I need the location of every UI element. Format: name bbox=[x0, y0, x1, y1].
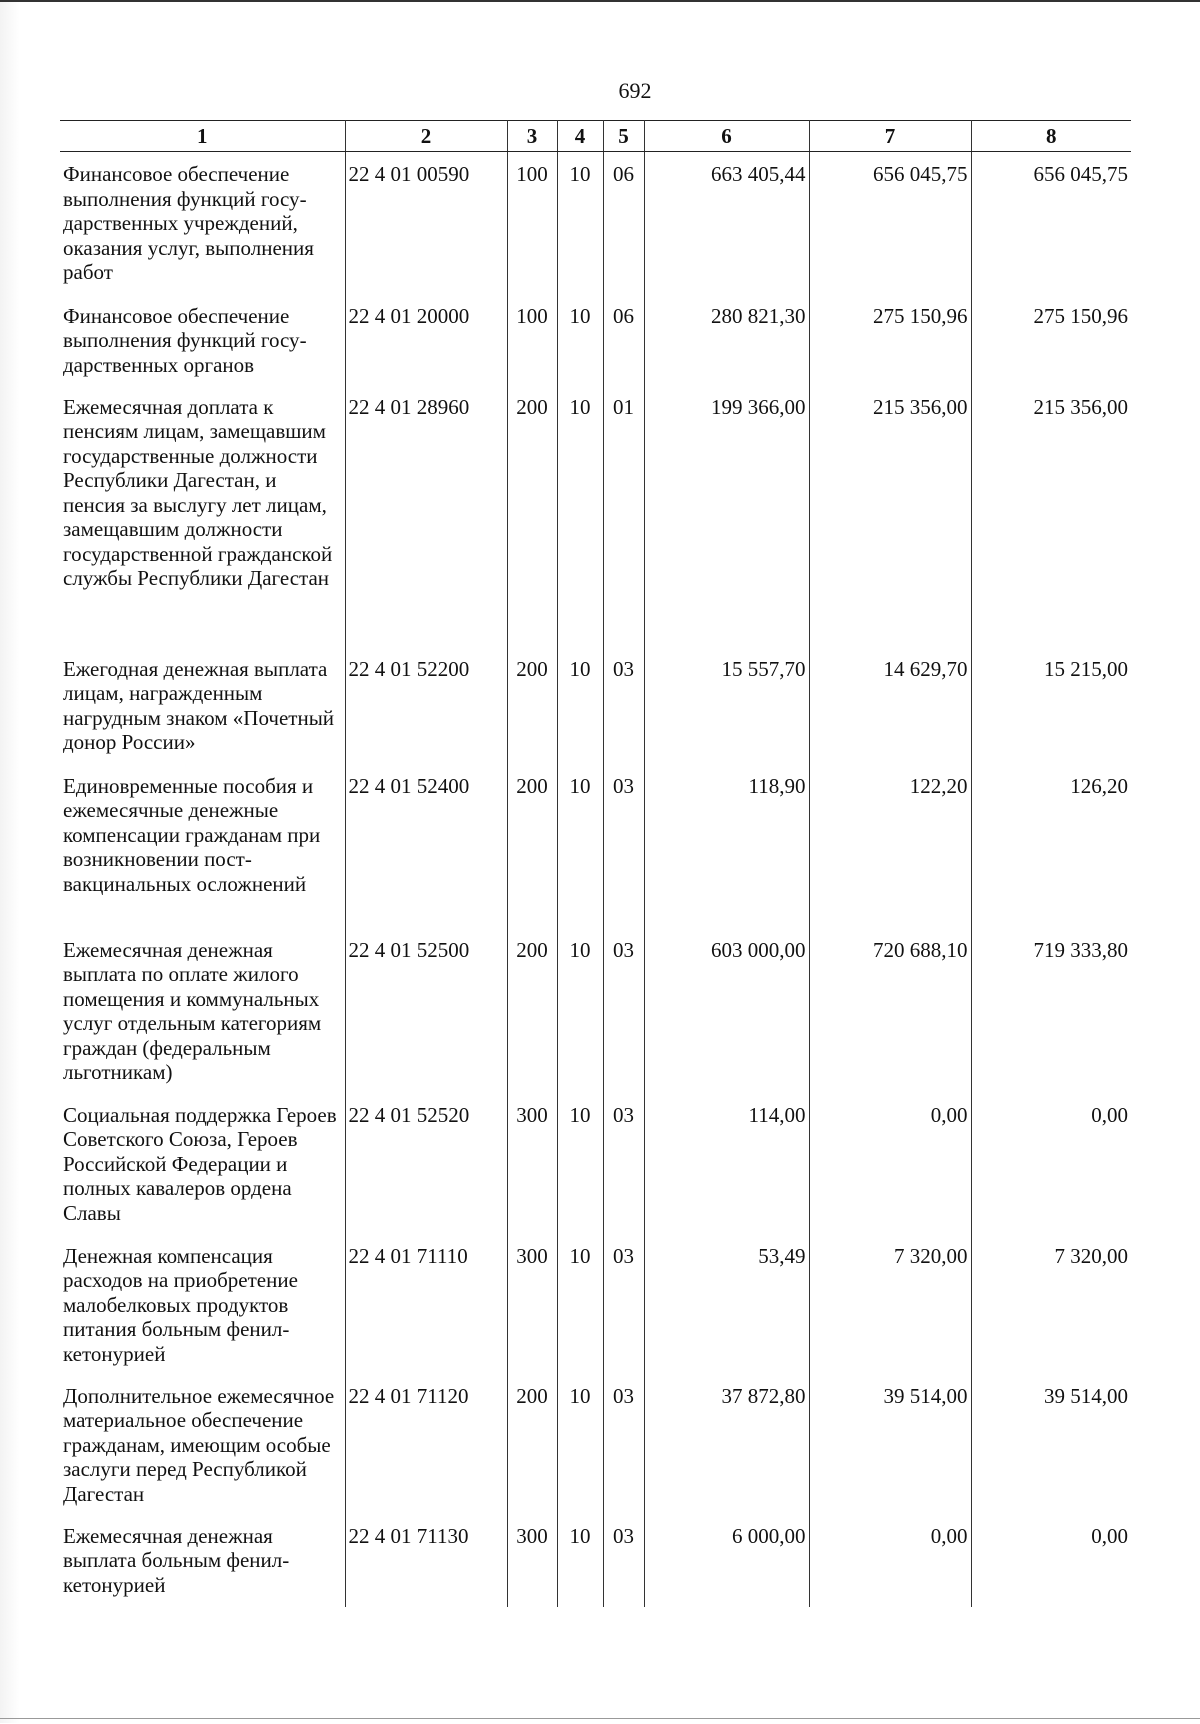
amount-col6: 53,49 bbox=[644, 1234, 809, 1374]
amount-col6: 114,00 bbox=[644, 1093, 809, 1234]
section: 10 bbox=[557, 764, 603, 928]
item-name: Финансовое обеспечение выполнения функций государственных органов bbox=[60, 294, 345, 385]
item-name: Ежегодная денежная выплата лицам, награжденным нагрудным знаком «Почетный донор России» bbox=[60, 647, 345, 764]
section: 10 bbox=[557, 1374, 603, 1514]
item-name: Единовременные пособия и ежемесячные денежные компенсации гражданам при возникновении поствакцинальных осложнений bbox=[60, 764, 345, 928]
item-name: Денежная компенсация расходов на приобретение малобелковых продуктов питания больным фенилкетонурией bbox=[60, 1234, 345, 1374]
table-row bbox=[60, 1093, 1131, 1234]
amount-col7: 7 320,00 bbox=[809, 1234, 971, 1374]
amount-col6: 6 000,00 bbox=[644, 1514, 809, 1608]
section: 10 bbox=[557, 928, 603, 1093]
expense-type: 200 bbox=[507, 928, 557, 1093]
section: 10 bbox=[557, 1234, 603, 1374]
subsection: 03 bbox=[603, 1093, 644, 1234]
amount-col7: 122,20 bbox=[809, 764, 971, 928]
target-code: 22 4 01 71130 bbox=[345, 1514, 507, 1608]
table-row bbox=[60, 152, 1131, 294]
scan-bottom-edge bbox=[0, 1718, 1200, 1724]
amount-col7: 275 150,96 bbox=[809, 294, 971, 385]
target-code: 22 4 01 00590 bbox=[345, 152, 507, 294]
column-header: 2 bbox=[345, 121, 507, 152]
amount-col8: 0,00 bbox=[971, 1514, 1131, 1608]
amount-col6: 37 872,80 bbox=[644, 1374, 809, 1514]
amount-col6: 199 366,00 bbox=[644, 385, 809, 647]
page-number: 692 bbox=[618, 78, 652, 103]
table-row bbox=[60, 385, 1131, 647]
subsection: 03 bbox=[603, 928, 644, 1093]
column-header: 8 bbox=[971, 121, 1131, 152]
column-header: 1 bbox=[60, 121, 345, 152]
expense-type: 200 bbox=[507, 647, 557, 764]
expense-type: 300 bbox=[507, 1514, 557, 1608]
subsection: 06 bbox=[603, 294, 644, 385]
target-code: 22 4 01 28960 bbox=[345, 385, 507, 647]
expense-type: 200 bbox=[507, 385, 557, 647]
budget-table bbox=[60, 120, 1131, 1607]
section: 10 bbox=[557, 647, 603, 764]
subsection: 03 bbox=[603, 1234, 644, 1374]
section: 10 bbox=[557, 1514, 603, 1608]
amount-col6: 15 557,70 bbox=[644, 647, 809, 764]
amount-col8: 215 356,00 bbox=[971, 385, 1131, 647]
target-code: 22 4 01 71110 bbox=[345, 1234, 507, 1374]
amount-col6: 280 821,30 bbox=[644, 294, 809, 385]
header-row bbox=[60, 121, 1131, 152]
amount-col8: 275 150,96 bbox=[971, 294, 1131, 385]
item-name: Дополнительное ежемесячное материальное обеспечение гражданам, имеющим особые заслуги перед Республикой Дагестан bbox=[60, 1374, 345, 1514]
section: 10 bbox=[557, 1093, 603, 1234]
table-row bbox=[60, 928, 1131, 1093]
amount-col6: 603 000,00 bbox=[644, 928, 809, 1093]
subsection: 06 bbox=[603, 152, 644, 294]
table-row bbox=[60, 1514, 1131, 1608]
item-name: Ежемесячная денежная выплата больным фенилкетонурией bbox=[60, 1514, 345, 1608]
column-header: 7 bbox=[809, 121, 971, 152]
amount-col7: 14 629,70 bbox=[809, 647, 971, 764]
subsection: 01 bbox=[603, 385, 644, 647]
section: 10 bbox=[557, 152, 603, 294]
item-name: Финансовое обеспечение выполнения функций государственных учреждений, оказания услуг, выполнения работ bbox=[60, 152, 345, 294]
expense-type: 100 bbox=[507, 294, 557, 385]
amount-col7: 656 045,75 bbox=[809, 152, 971, 294]
expense-type: 300 bbox=[507, 1093, 557, 1234]
table-row bbox=[60, 294, 1131, 385]
amount-col6: 663 405,44 bbox=[644, 152, 809, 294]
amount-col7: 720 688,10 bbox=[809, 928, 971, 1093]
amount-col8: 719 333,80 bbox=[971, 928, 1131, 1093]
table-row bbox=[60, 764, 1131, 928]
expense-type: 200 bbox=[507, 764, 557, 928]
amount-col8: 15 215,00 bbox=[971, 647, 1131, 764]
expense-type: 200 bbox=[507, 1374, 557, 1514]
amount-col7: 0,00 bbox=[809, 1093, 971, 1234]
target-code: 22 4 01 20000 bbox=[345, 294, 507, 385]
target-code: 22 4 01 71120 bbox=[345, 1374, 507, 1514]
table-row bbox=[60, 647, 1131, 764]
target-code: 22 4 01 52200 bbox=[345, 647, 507, 764]
column-header: 3 bbox=[507, 121, 557, 152]
expense-type: 300 bbox=[507, 1234, 557, 1374]
item-name: Ежемесячная доплата к пенсиям лицам, замещавшим государственные должности Республики Дагестан, и пенсия за выслугу лет лицам, замещавшим должности государственной гражданской службы Республики Дагестан bbox=[60, 385, 345, 647]
target-code: 22 4 01 52520 bbox=[345, 1093, 507, 1234]
column-header: 6 bbox=[644, 121, 809, 152]
amount-col8: 39 514,00 bbox=[971, 1374, 1131, 1514]
column-header: 4 bbox=[557, 121, 603, 152]
amount-col8: 7 320,00 bbox=[971, 1234, 1131, 1374]
scan-shadow bbox=[0, 0, 20, 1723]
table-row bbox=[60, 1374, 1131, 1514]
amount-col7: 39 514,00 bbox=[809, 1374, 971, 1514]
column-header: 5 bbox=[603, 121, 644, 152]
subsection: 03 bbox=[603, 647, 644, 764]
amount-col8: 656 045,75 bbox=[971, 152, 1131, 294]
scan-top-edge bbox=[0, 0, 1200, 5]
section: 10 bbox=[557, 385, 603, 647]
amount-col7: 0,00 bbox=[809, 1514, 971, 1608]
expense-type: 100 bbox=[507, 152, 557, 294]
amount-col7: 215 356,00 bbox=[809, 385, 971, 647]
item-name: Социальная поддержка Героев Советского Союза, Героев Российской Федерации и полных кавалеров ордена Славы bbox=[60, 1093, 345, 1234]
subsection: 03 bbox=[603, 1514, 644, 1608]
item-name: Ежемесячная денежная выплата по оплате жилого помещения и коммунальных услуг отдельным категориям граждан (федеральным льготникам) bbox=[60, 928, 345, 1093]
target-code: 22 4 01 52500 bbox=[345, 928, 507, 1093]
amount-col6: 118,90 bbox=[644, 764, 809, 928]
target-code: 22 4 01 52400 bbox=[345, 764, 507, 928]
subsection: 03 bbox=[603, 1374, 644, 1514]
section: 10 bbox=[557, 294, 603, 385]
amount-col8: 0,00 bbox=[971, 1093, 1131, 1234]
amount-col8: 126,20 bbox=[971, 764, 1131, 928]
table-row bbox=[60, 1234, 1131, 1374]
subsection: 03 bbox=[603, 764, 644, 928]
